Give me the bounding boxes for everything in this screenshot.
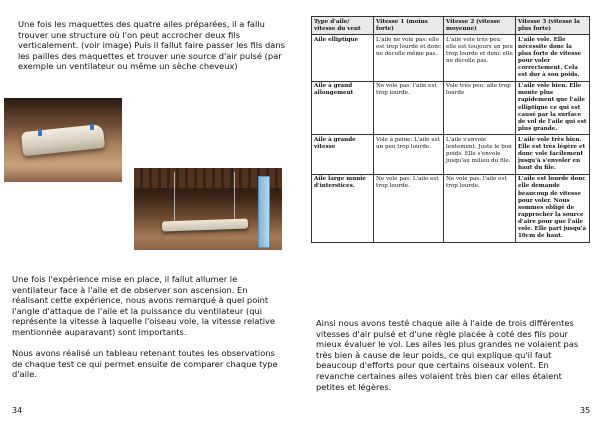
observations-table: [311, 16, 590, 243]
row-wing-type: Aile large munie d'interstices.: [312, 174, 374, 242]
row-wing-type: Aile à grande vitesse: [312, 135, 374, 174]
paragraph-table-intro: Nous avons réalisé un tableau retenant toutes les observations de chaque test ce qui permet ensuite de comparer chaque type d'aile.: [12, 348, 278, 380]
vertical-string: [174, 172, 175, 224]
ruler: [258, 176, 270, 248]
header-speed-3: Vitesse 3 (vitesse la plus forte): [516, 17, 590, 35]
header-speed-2: Vitesse 2 (vitesse moyenne): [444, 17, 516, 35]
straw-marker: [38, 130, 42, 136]
paragraph-setup: Une fois les maquettes des quatre ailes préparées, il a fallu trouver une structure où l'on peut accrocher deux fils verticalement. (voir image) Puis il fallut faire passer les fils dans les pailles des maquettes et trouver une source d'air pulsé (par exemple un ventilateur ou même un sèche cheveux): [18, 19, 285, 72]
row-wing-type: Aile à grand allongement: [312, 81, 374, 135]
row-wing-type: Aile elliptique: [312, 35, 374, 82]
vertical-string: [234, 172, 235, 224]
page-number: 35: [580, 406, 591, 415]
table-row: [312, 81, 590, 135]
wing-model-photo: [4, 98, 122, 182]
cell-speed-1: Vole à peine: L'aile est un peu trop lourde.: [374, 135, 444, 174]
cell-speed-3: L'aile vole très bien. Elle est très légère et donc vole facilement jusqu'à s'envoler en haut du file.: [516, 135, 590, 174]
cell-speed-1: Ne vole pas: L'aile est trop lourde.: [374, 174, 444, 242]
header-speed-1: Vitesse 1 (moins forte): [374, 17, 444, 35]
cell-speed-3: L'aile vole. Elle nécessite donc la plus forte de vitesse pour voler correctement. Cela est dur à son poids.: [516, 35, 590, 82]
cell-speed-2: Ne vole pas: l'aile est trop lourde.: [444, 174, 516, 242]
suspended-wing: [162, 219, 248, 232]
header-wing-type: Type d'aile/ vitesse du vent: [312, 17, 374, 35]
experiment-setup-photo: [134, 168, 282, 250]
cell-speed-1: L'aile ne vole pas: elle est trop lourde et donc ne décolle même pas.: [374, 35, 444, 82]
table-row: [312, 174, 590, 242]
cell-speed-2: L'aile vole très peu: elle est toujours un peu trop lourde et donc elle ne décolle pas.: [444, 35, 516, 82]
paragraph-experiment: Une fois l'expérience mise en place, il fallut allumer le ventilateur face à l'aile et de observer son ascension. En réalisant cette expérience, nous avons remarqué à quel point l'angle d'attaque de l'aile et la puissance du ventilateur (qui représente la vitesse à laquelle l'oiseau vole, la vitesse relative mentionnée auparavant) sont importants.: [12, 274, 276, 337]
cell-speed-3: L'aile vole bien. Elle monte plus rapidement que l'aile elliptique ce qui est causé par la surface de vol de l'aile qui est plus grande.: [516, 81, 590, 135]
paragraph-conclusion: Ainsi nous avons testé chaque aile à l'aide de trois différentes vitesses d'air pulsé et d'une règle placée à coté des fils pour mieux évaluer le vol. Les ailes les plus grandes ne volaient pas très bien à cause de leur poids, ce qui explique qu'il faut beaucoup d'efforts pour que certains oiseaux volent. En revanche certaines ailes volaient très bien car elles étaient petites et légères.: [316, 318, 579, 392]
table-header-row: [312, 17, 590, 35]
page-number: 34: [12, 406, 23, 415]
table-row: [312, 35, 590, 82]
straw-marker: [90, 124, 94, 130]
table-row: [312, 135, 590, 174]
cell-speed-3: L'aile est lourde donc elle demande beaucoup de vitesse pour voler. Nous sommes obligé de rapprocher la source d'aire pour que l'aile vole. Elle part jusqu'à 10cm de haut.: [516, 174, 590, 242]
cell-speed-1: Ne vole pas: l'aile est trop lourde.: [374, 81, 444, 135]
cell-speed-2: L'aile s'envole lentement. Juste le bon poids. Elle s'envole jusqu'au milieu du file.: [444, 135, 516, 174]
cell-speed-2: Vole très peu: aile trop lourde: [444, 81, 516, 135]
